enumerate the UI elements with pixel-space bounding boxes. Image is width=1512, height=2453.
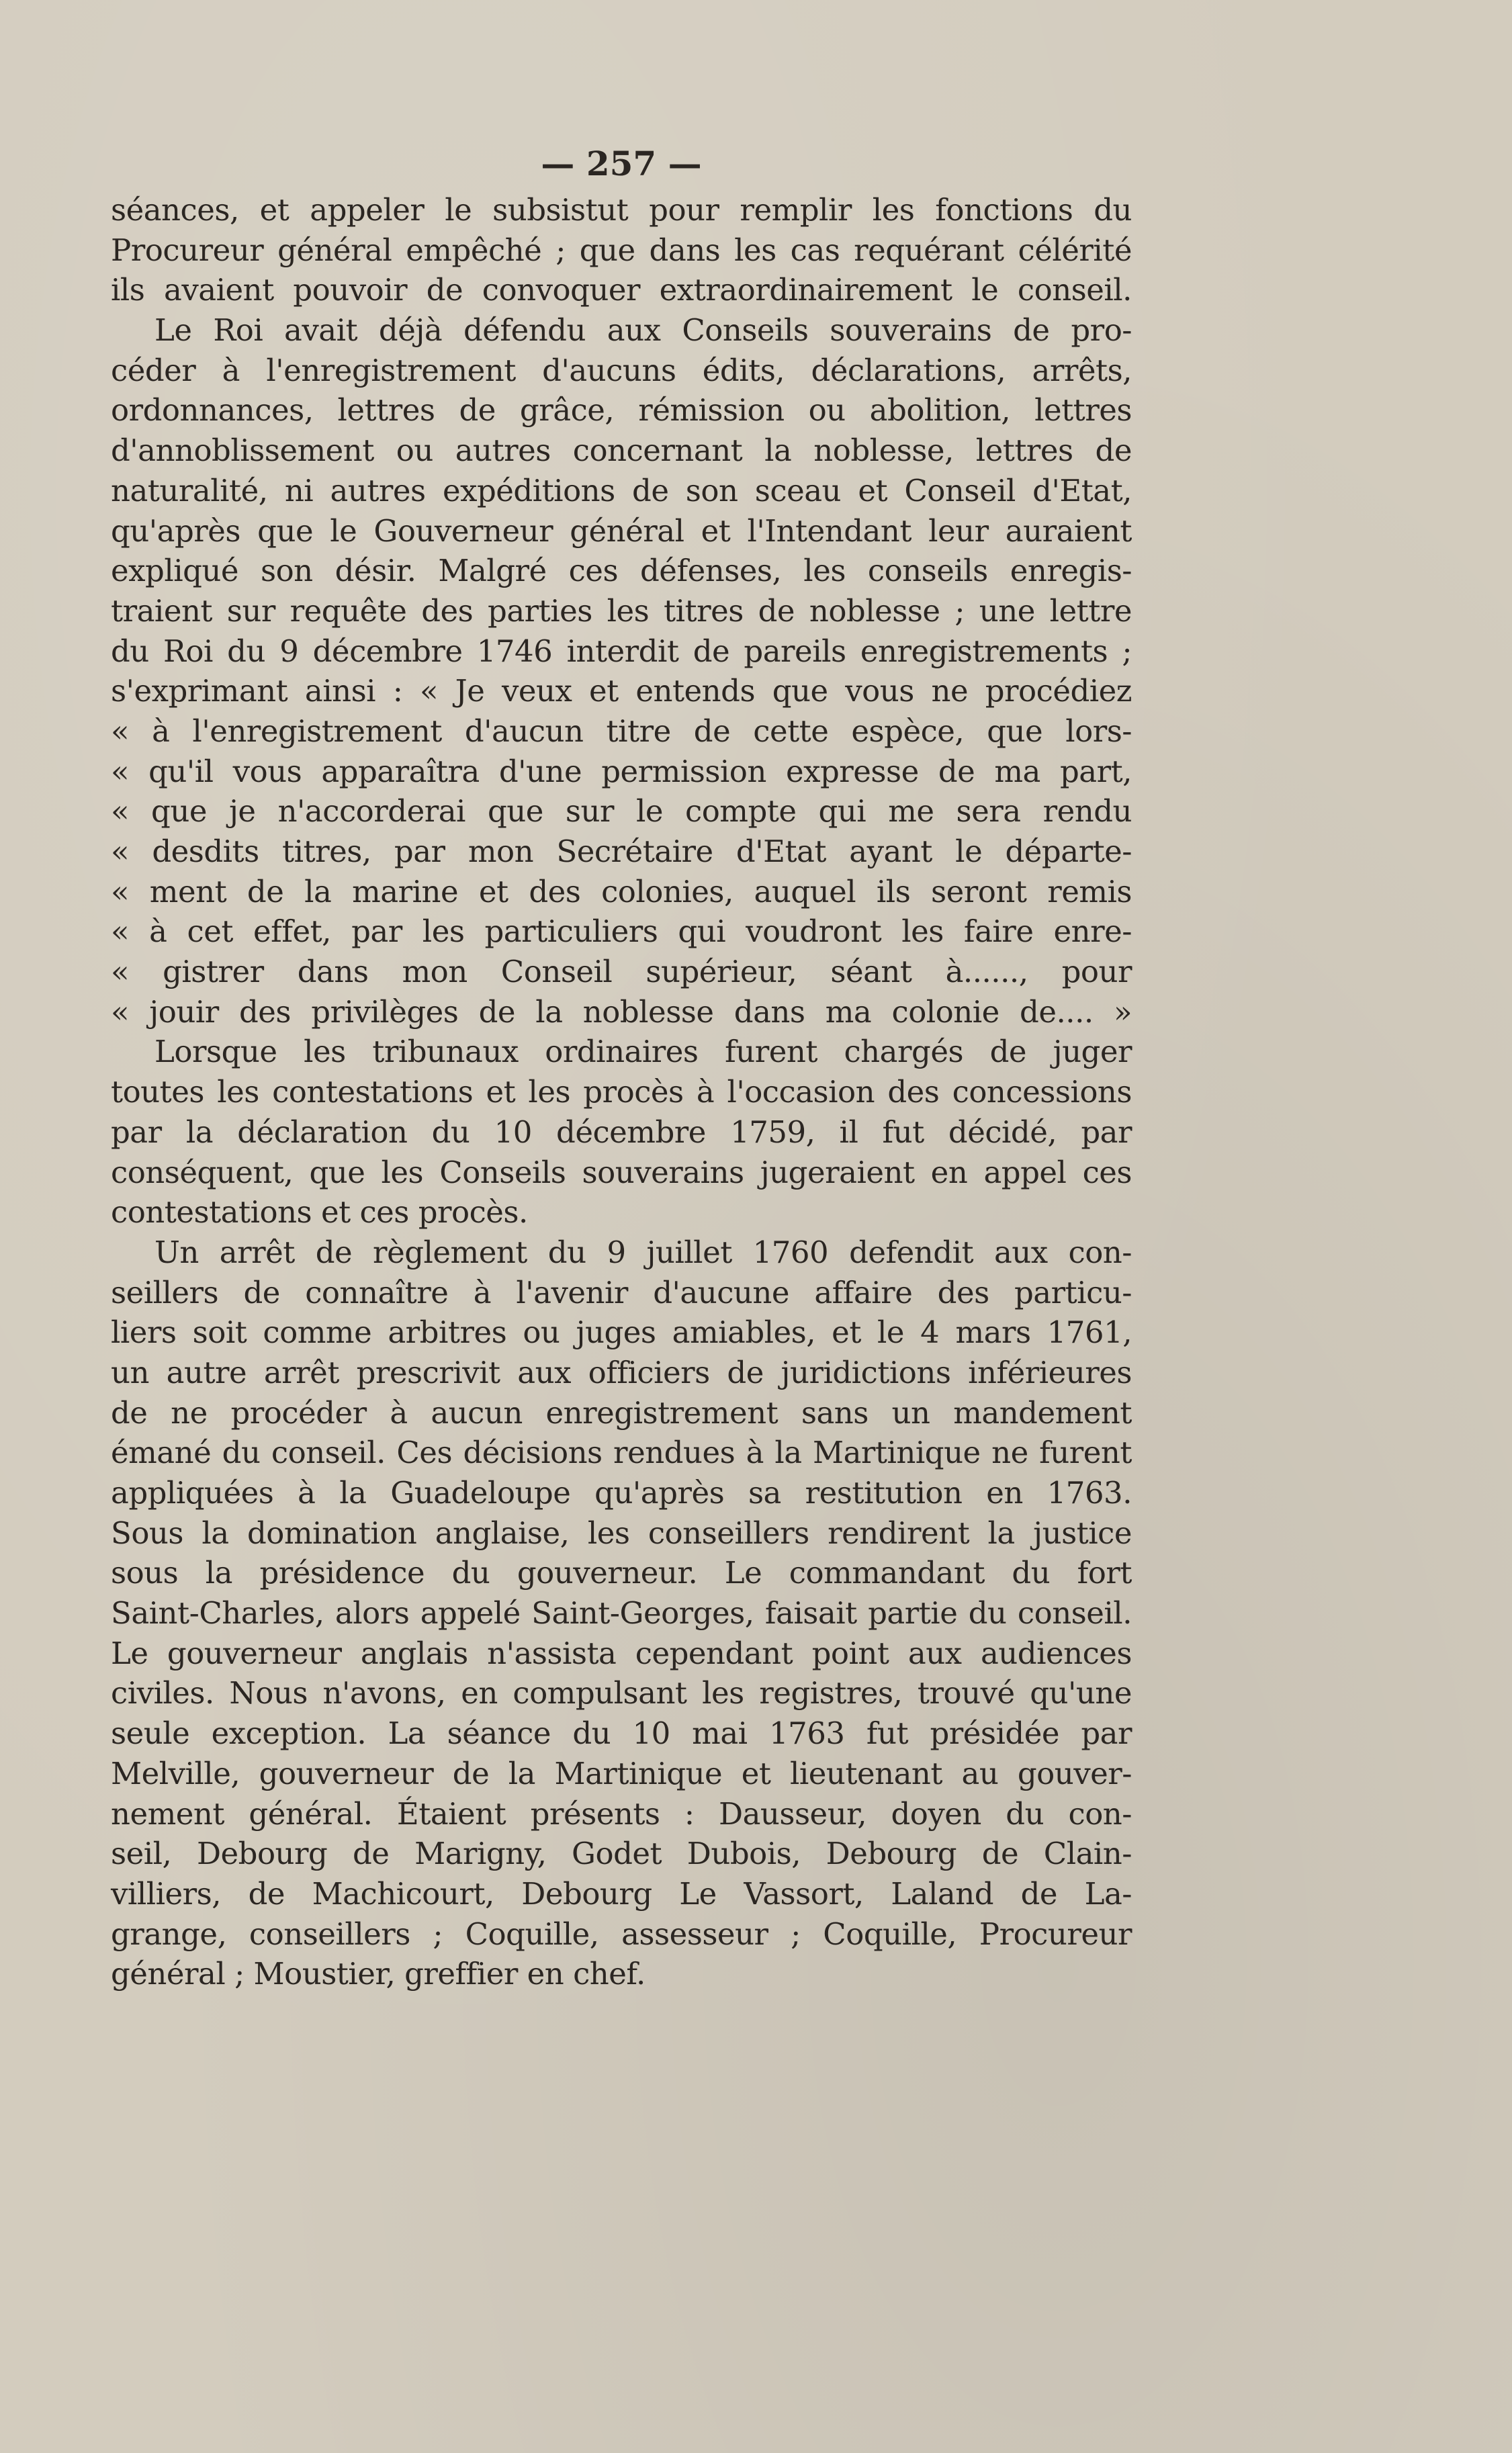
text-line: « gistrer dans mon Conseil supérieur, séant à......, pour bbox=[111, 954, 1132, 990]
text-line: Sous la domination anglaise, les conseillers rendirent la justice bbox=[111, 1515, 1132, 1551]
text-line: nement général. Étaient présents : Dausseur, doyen du con- bbox=[111, 1795, 1132, 1832]
text-line: « jouir des privilèges de la noblesse dans ma colonie de.... » bbox=[111, 993, 1132, 1030]
text-line: s'exprimant ainsi : « Je veux et entends que vous ne procédiez bbox=[111, 673, 1132, 709]
text-line: Le Roi avait déjà défendu aux Conseils souverains de pro- bbox=[154, 312, 1132, 349]
text-line: Procureur général empêché ; que dans les cas requérant célérité bbox=[111, 232, 1132, 268]
text-line: par la déclaration du 10 décembre 1759, il fut décidé, par bbox=[111, 1114, 1132, 1150]
text-line: naturalité, ni autres expéditions de son sceau et Conseil d'Etat, bbox=[111, 472, 1132, 508]
text-line: Un arrêt de règlement du 9 juillet 1760 defendit aux con- bbox=[154, 1234, 1132, 1270]
text-line: « que je n'accorderai que sur le compte qui me sera rendu bbox=[111, 793, 1132, 830]
text-line: « ment de la marine et des colonies, auquel ils seront remis bbox=[111, 873, 1132, 909]
text-line: Lorsque les tribunaux ordinaires furent chargés de juger bbox=[154, 1034, 1132, 1070]
text-line: grange, conseillers ; Coquille, assesseur ; Coquille, Procureur bbox=[111, 1916, 1132, 1952]
text-line: général ; Moustier, greffier en chef. bbox=[111, 1956, 646, 1992]
text-line: villiers, de Machicourt, Debourg Le Vassort, Laland de La- bbox=[111, 1875, 1132, 1912]
text-line: seule exception. La séance du 10 mai 1763 fut présidée par bbox=[111, 1715, 1132, 1752]
text-line: seil, Debourg de Marigny, Godet Dubois, Debourg de Clain- bbox=[111, 1836, 1132, 1872]
text-line: seillers de connaître à l'avenir d'aucune affaire des particu- bbox=[111, 1274, 1132, 1310]
page-number: — 257 — bbox=[541, 144, 702, 183]
text-line: séances, et appeler le subsistut pour remplir les fonctions du bbox=[111, 192, 1132, 228]
text-line: qu'après que le Gouverneur général et l'Intendant leur auraient bbox=[111, 512, 1132, 549]
text-line: expliqué son désir. Malgré ces défenses, les conseils enregis- bbox=[111, 553, 1132, 589]
text-line: contestations et ces procès. bbox=[111, 1194, 528, 1231]
text-line: « qu'il vous apparaîtra d'une permission expresse de ma part, bbox=[111, 753, 1132, 789]
text-line: ils avaient pouvoir de convoquer extraordinairement le conseil. bbox=[111, 272, 1132, 308]
text-line: émané du conseil. Ces décisions rendues à la Martinique ne furent bbox=[111, 1435, 1132, 1471]
text-line: « à cet effet, par les particuliers qui voudront les faire enre- bbox=[111, 913, 1132, 950]
text-line: céder à l'enregistrement d'aucuns édits, déclarations, arrêts, bbox=[111, 352, 1132, 388]
text-line: sous la présidence du gouverneur. Le commandant du fort bbox=[111, 1555, 1132, 1591]
text-line: traient sur requête des parties les titres de noblesse ; une lettre bbox=[111, 592, 1132, 629]
text-line: liers soit comme arbitres ou juges amiables, et le 4 mars 1761, bbox=[111, 1314, 1132, 1351]
text-line: Saint-Charles, alors appelé Saint-Georges, faisait partie du conseil. bbox=[111, 1595, 1132, 1632]
text-line: ordonnances, lettres de grâce, rémission ou abolition, lettres bbox=[111, 392, 1132, 429]
text-line: Melville, gouverneur de la Martinique et lieutenant au gouver- bbox=[111, 1755, 1132, 1791]
text-line: Le gouverneur anglais n'assista cependant point aux audiences bbox=[111, 1635, 1132, 1671]
text-line: « à l'enregistrement d'aucun titre de cette espèce, que lors- bbox=[111, 713, 1132, 749]
page-text bbox=[111, 138, 1132, 1994]
text-line: un autre arrêt prescrivit aux officiers de juridictions inférieures bbox=[111, 1354, 1132, 1390]
text-line: conséquent, que les Conseils souverains jugeraient en appel ces bbox=[111, 1154, 1132, 1190]
text-line: du Roi du 9 décembre 1746 interdit de pareils enregistrements ; bbox=[111, 633, 1132, 669]
text-line: civiles. Nous n'avons, en compulsant les registres, trouvé qu'une bbox=[111, 1675, 1132, 1711]
text-line: « desdits titres, par mon Secrétaire d'Etat ayant le départe- bbox=[111, 834, 1132, 869]
text-line: appliquées à la Guadeloupe qu'après sa restitution en 1763. bbox=[111, 1475, 1132, 1511]
text-line: d'annoblissement ou autres concernant la noblesse, lettres de bbox=[111, 433, 1132, 469]
text-line: toutes les contestations et les procès à l'occasion des concessions bbox=[111, 1074, 1132, 1110]
text-line: de ne procéder à aucun enregistrement sans un mandement bbox=[111, 1394, 1132, 1431]
